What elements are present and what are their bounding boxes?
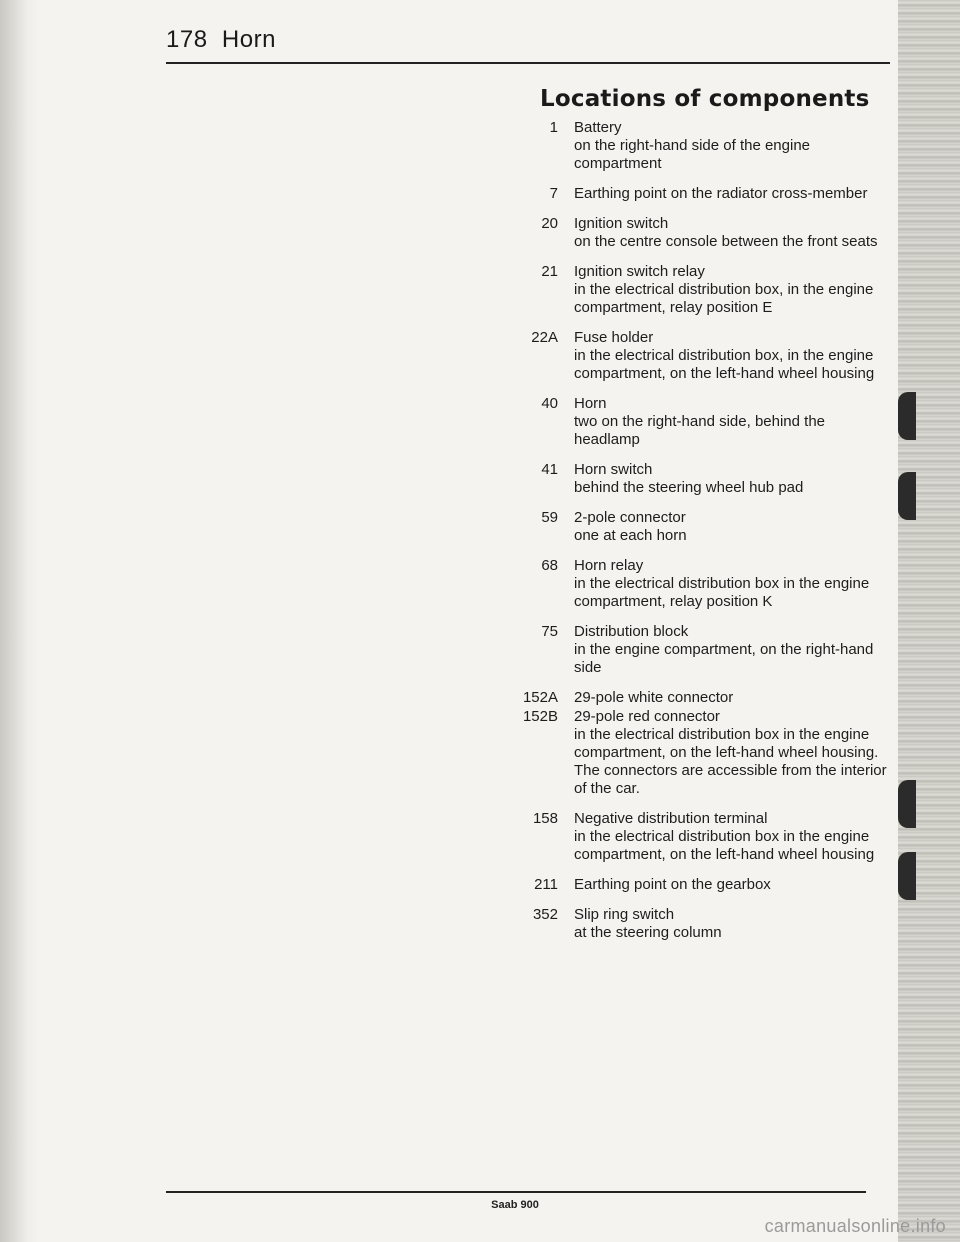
component-text [574, 556, 892, 611]
component-number [500, 460, 574, 497]
component-name: Horn [574, 395, 607, 412]
component-entry [500, 394, 892, 449]
scan-right-edge [898, 0, 960, 1242]
component-number [500, 508, 574, 545]
footer-model: Saab 900 [491, 1199, 539, 1211]
locations-heading: Locations of components [540, 86, 870, 112]
component-number-line: 352 [532, 906, 558, 923]
component-number-line: 59 [541, 509, 558, 526]
component-number-line: 152A [522, 689, 558, 706]
component-entry [500, 262, 892, 317]
page-number: 178 [166, 26, 208, 53]
component-name: Horn relay [574, 557, 644, 574]
component-number-line: 211 [534, 876, 558, 893]
component-number [500, 184, 574, 203]
header-rule [166, 62, 890, 64]
component-location: on the centre console between the front seats [574, 233, 878, 250]
component-name: Distribution block [574, 623, 689, 640]
component-entry [500, 905, 892, 942]
component-number-line: 75 [541, 623, 558, 640]
component-number-line: 7 [549, 185, 558, 202]
component-number [500, 688, 574, 798]
component-text [574, 328, 892, 383]
footer-rule [166, 1191, 866, 1193]
component-text [574, 460, 892, 497]
component-text [574, 214, 892, 251]
component-number-line: 41 [541, 461, 558, 478]
watermark: carmanualsonline.info [764, 1216, 946, 1236]
component-entry [500, 556, 892, 611]
component-entry [500, 184, 892, 203]
component-text [574, 905, 892, 942]
component-text [574, 394, 892, 449]
component-number-line: 68 [541, 557, 558, 574]
component-number-line: 20 [541, 215, 558, 232]
page-tab-marker [898, 392, 916, 440]
component-text [574, 688, 892, 798]
component-entry [500, 118, 892, 173]
component-name: 2-pole connector [574, 509, 686, 526]
component-text [574, 809, 892, 864]
component-name: Battery [574, 119, 622, 136]
component-list [500, 118, 892, 953]
component-entry [500, 875, 892, 894]
component-name: Horn switch [574, 461, 653, 478]
component-entry [500, 214, 892, 251]
component-location: in the engine compartment, on the right-hand side [574, 641, 874, 676]
component-text [574, 262, 892, 317]
component-number [500, 328, 574, 383]
component-number [500, 262, 574, 317]
component-entry [500, 508, 892, 545]
component-entry [500, 688, 892, 798]
section-title: Horn [221, 26, 276, 53]
component-text [574, 875, 892, 894]
page-tab-marker [898, 472, 916, 520]
component-text [574, 622, 892, 677]
component-location: on the right-hand side of the engine compartment [574, 137, 811, 172]
component-number [500, 394, 574, 449]
component-location: at the steering column [574, 924, 722, 941]
component-number [500, 556, 574, 611]
component-number-line: 21 [541, 263, 558, 280]
component-number-line: 22A [531, 329, 558, 346]
page-tab-marker [898, 852, 916, 900]
component-name: Slip ring switch [574, 906, 675, 923]
component-number [500, 118, 574, 173]
component-name: Ignition switch [574, 215, 669, 232]
component-name: 29-pole red connector [574, 708, 720, 725]
component-location: two on the right-hand side, behind the headlamp [574, 413, 826, 448]
component-location: in the electrical distribution box, in the engine compartment, on the left-hand wheel housing [574, 347, 875, 382]
scan-left-edge [0, 0, 40, 1242]
component-location: behind the steering wheel hub pad [574, 479, 804, 496]
component-name: Fuse holder [574, 329, 654, 346]
component-location: in the electrical distribution box, in the engine compartment, relay position E [574, 281, 874, 316]
component-entry [500, 622, 892, 677]
component-number [500, 875, 574, 894]
component-name: Ignition switch relay [574, 263, 705, 280]
component-number-line: 158 [532, 810, 558, 827]
running-header [166, 26, 276, 54]
component-location: in the electrical distribution box in the engine compartment, on the left-hand wheel housing. The connectors are accessible from the interior of the car. [574, 726, 887, 797]
component-location: in the electrical distribution box in the engine compartment, relay position K [574, 575, 870, 610]
component-location: in the electrical distribution box in the engine compartment, on the left-hand wheel housing [574, 828, 875, 863]
component-number [500, 622, 574, 677]
component-name: Negative distribution terminal [574, 810, 768, 827]
component-name: Earthing point on the radiator cross-member [574, 185, 868, 202]
component-name: 29-pole white connector [574, 689, 734, 706]
component-entry [500, 809, 892, 864]
component-number-line: 152B [522, 708, 558, 725]
component-entry [500, 460, 892, 497]
component-number-line: 1 [549, 119, 558, 136]
component-name: Earthing point on the gearbox [574, 876, 771, 893]
component-number-line: 40 [541, 395, 558, 412]
component-text [574, 508, 892, 545]
component-number [500, 905, 574, 942]
component-text [574, 184, 892, 203]
component-number [500, 809, 574, 864]
page-tab-marker [898, 780, 916, 828]
component-number [500, 214, 574, 251]
component-text [574, 118, 892, 173]
component-location: one at each horn [574, 527, 687, 544]
component-entry [500, 328, 892, 383]
